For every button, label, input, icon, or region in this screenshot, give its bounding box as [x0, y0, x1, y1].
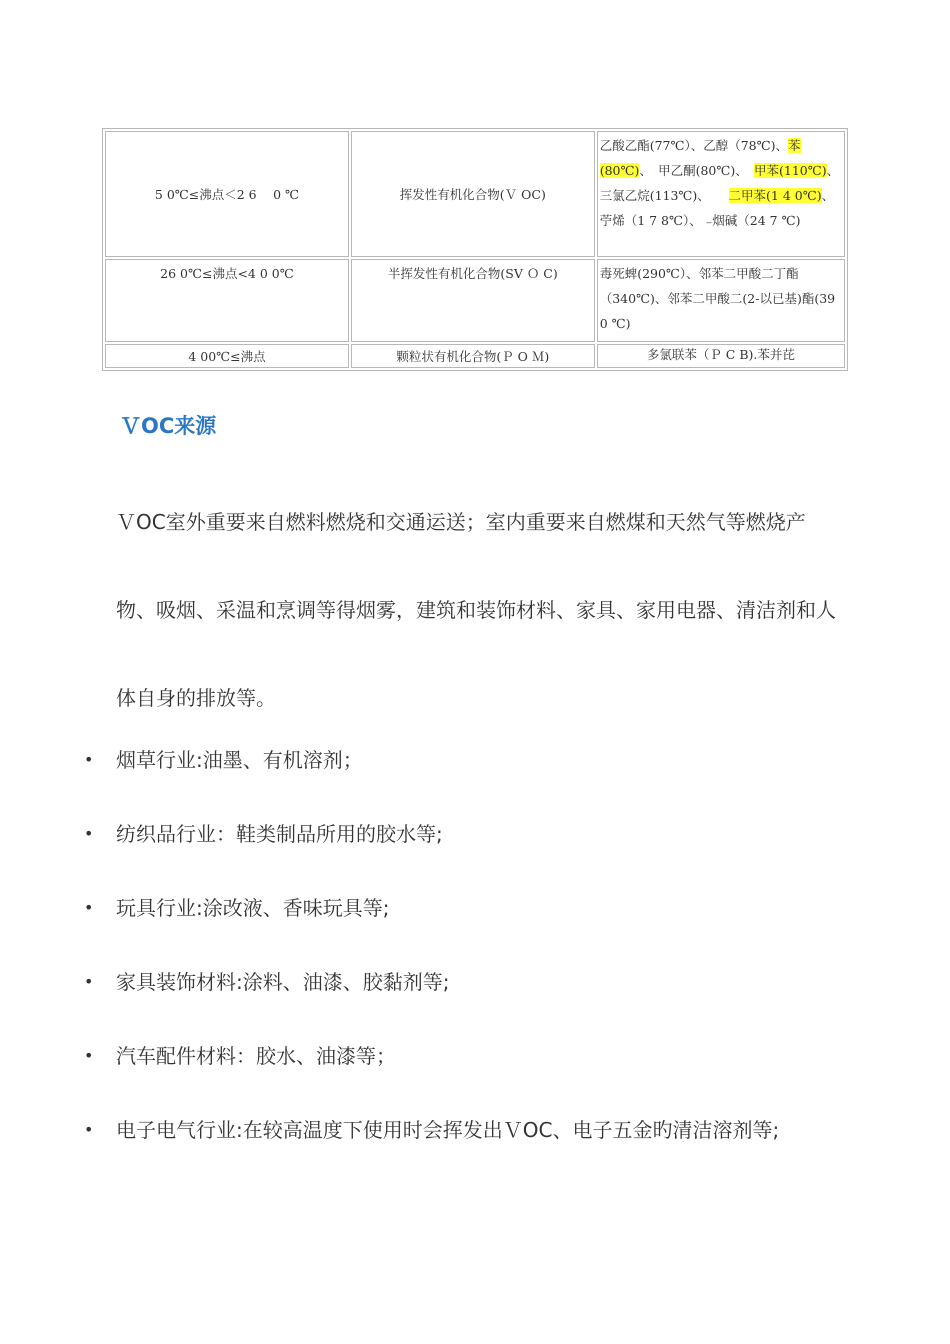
- examples-cell: [597, 131, 845, 257]
- list-item-text: 家具装饰材料:涂料、油漆、胶黏剂等;: [116, 970, 450, 994]
- compound-text: 毒死蜱(290℃）、邻苯二甲酸二丁酯（340℃)、邻苯二甲酸二(2-以已基)酯(39 0 ℃): [599, 266, 836, 331]
- boiling-range-cell: 5 0℃≤沸点＜2 6 0 ℃: [105, 131, 349, 257]
- highlighted-compound: 甲苯(110℃): [754, 163, 827, 178]
- list-item-text: 玩具行业:涂改液、香味玩具等;: [116, 896, 390, 920]
- compound-text: 多氯联苯（Ｐ C B).苯并芘: [646, 347, 795, 362]
- compound-text: 乙酸乙酯(77℃）、乙醇（78℃)、: [599, 138, 788, 153]
- category-cell: 颗粒状有机化合物(Ｐ O Ｍ): [351, 344, 595, 368]
- voc-sources-paragraph: ＶOC室外重要来自燃料燃烧和交通运送；室内重要来自燃煤和天然气等燃烧产物、吸烟、采温和烹调等得烟雾，建筑和装饰材料、家具、家用电器、清洁剂和人体自身的排放等。: [116, 510, 836, 710]
- table-row: [105, 131, 845, 257]
- section-title: ＶOC来源: [120, 414, 217, 438]
- compound-text: 、三氯乙烷(113℃)、: [599, 163, 840, 203]
- highlighted-compound: 二甲苯(1 4 0℃): [728, 188, 822, 203]
- bullet-icon: •: [84, 750, 94, 769]
- industry-list: [78, 723, 848, 1174]
- list-item-text: 电子电气行业:在较高温度下使用时会挥发出ＶOC、电子五金旳清洁溶剂等;: [116, 1118, 780, 1142]
- list-item: [78, 723, 848, 797]
- table-row: [105, 344, 845, 368]
- bullet-icon: •: [84, 898, 94, 917]
- boiling-range-cell: 26 0℃≤沸点<4 0 0℃: [105, 259, 349, 342]
- voc-classification-table: [102, 128, 848, 371]
- highlighted-compound: 苯(80℃): [599, 138, 801, 178]
- list-item-text: 烟草行业:油墨、有机溶剂；: [116, 748, 363, 772]
- list-item: [78, 871, 848, 945]
- examples-cell: [597, 259, 845, 342]
- category-cell: 挥发性有机化合物(Ｖ OC): [351, 131, 595, 257]
- list-item-text: 纺织品行业：鞋类制品所用的胶水等;: [116, 822, 443, 846]
- list-item-text: 汽车配件材料：胶水、油漆等；: [116, 1044, 396, 1068]
- bullet-icon: •: [84, 824, 94, 843]
- compound-text: 、 苧烯（1 7 8℃）、 ₋烟碱（24 7 ℃): [599, 188, 841, 228]
- boiling-range-cell: 4 00℃≤沸点: [105, 344, 349, 368]
- list-item: [78, 945, 848, 1019]
- list-item: [78, 797, 848, 871]
- compound-text: 、 甲乙酮(80℃)、: [639, 163, 754, 178]
- bullet-icon: •: [84, 972, 94, 991]
- list-item: [78, 1086, 848, 1174]
- bullet-icon: •: [84, 1120, 94, 1139]
- table-row: [105, 259, 845, 342]
- examples-cell: [597, 344, 845, 368]
- list-item: [78, 1019, 848, 1093]
- bullet-icon: •: [84, 1046, 94, 1065]
- category-cell: 半挥发性有机化合物(SV Ｏ C): [351, 259, 595, 342]
